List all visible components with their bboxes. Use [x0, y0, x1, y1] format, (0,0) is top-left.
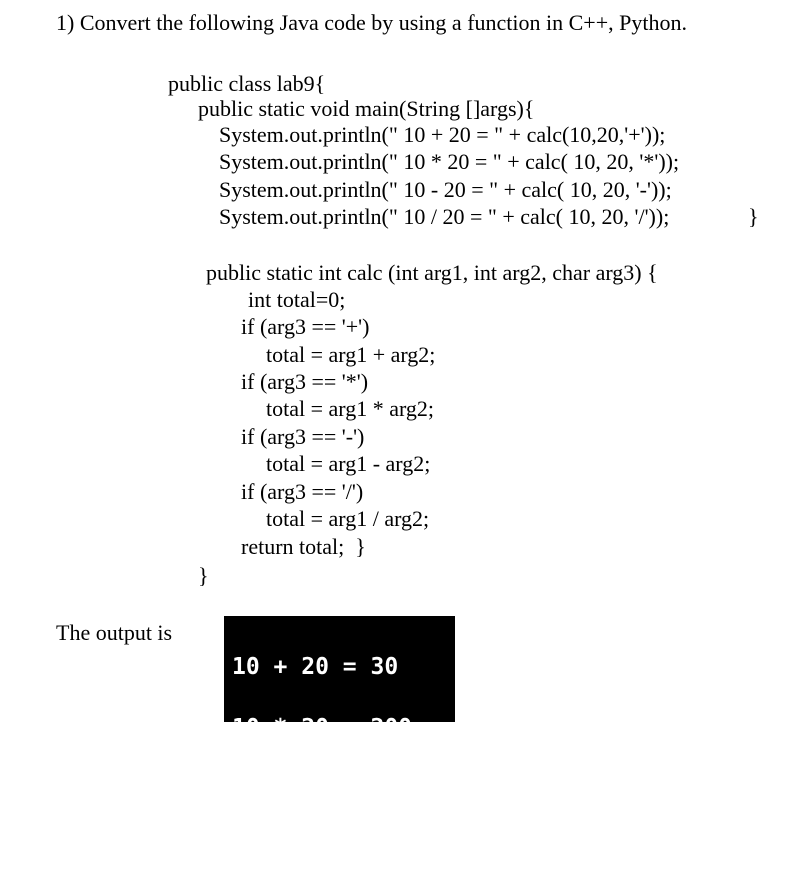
code-main-closing-brace: } [748, 204, 759, 229]
console-line: 10 * 20 = 200 [232, 715, 413, 741]
code-line-return: return total; } [241, 534, 366, 559]
code-line-if-divide: if (arg3 == '/') [241, 479, 364, 504]
console-line: 10 / 20 = 0 [232, 837, 385, 863]
code-line-total-init: int total=0; [248, 287, 346, 312]
code-line-total-multiply: total = arg1 * arg2; [266, 396, 435, 421]
code-line-if-plus: if (arg3 == '+') [241, 314, 370, 339]
code-line-println-multiply: System.out.println(" 10 * 20 = " + calc( 10, 20, '*')); [219, 149, 680, 174]
code-line-calc-signature: public static int calc (int arg1, int arg2, char arg3) { [206, 260, 658, 285]
code-class-closing-brace: } [198, 563, 209, 588]
code-line-if-multiply: if (arg3 == '*') [241, 369, 369, 394]
output-label: The output is [56, 620, 173, 645]
code-line-println-divide: System.out.println(" 10 / 20 = " + calc( 10, 20, '/')); [219, 204, 670, 229]
code-line-println-subtract: System.out.println(" 10 - 20 = " + calc( 10, 20, '-')); [219, 177, 672, 202]
code-line-total-minus: total = arg1 - arg2; [266, 451, 431, 476]
console-line: 10 - 20 = -10 [232, 776, 413, 802]
code-line-class-declaration: public class lab9{ [168, 71, 326, 96]
code-line-total-plus: total = arg1 + arg2; [266, 342, 436, 367]
console-line: 10 + 20 = 30 [232, 654, 399, 680]
code-line-main-signature: public static void main(String []args){ [198, 96, 535, 121]
code-line-println-add: System.out.println(" 10 + 20 = " + calc(10,20,'+')); [219, 122, 666, 147]
code-line-total-divide: total = arg1 / arg2; [266, 506, 430, 531]
code-line-if-minus: if (arg3 == '-') [241, 424, 365, 449]
console-output [224, 616, 455, 863]
question-text: 1) Convert the following Java code by using a function in C++, Python. [56, 10, 687, 35]
